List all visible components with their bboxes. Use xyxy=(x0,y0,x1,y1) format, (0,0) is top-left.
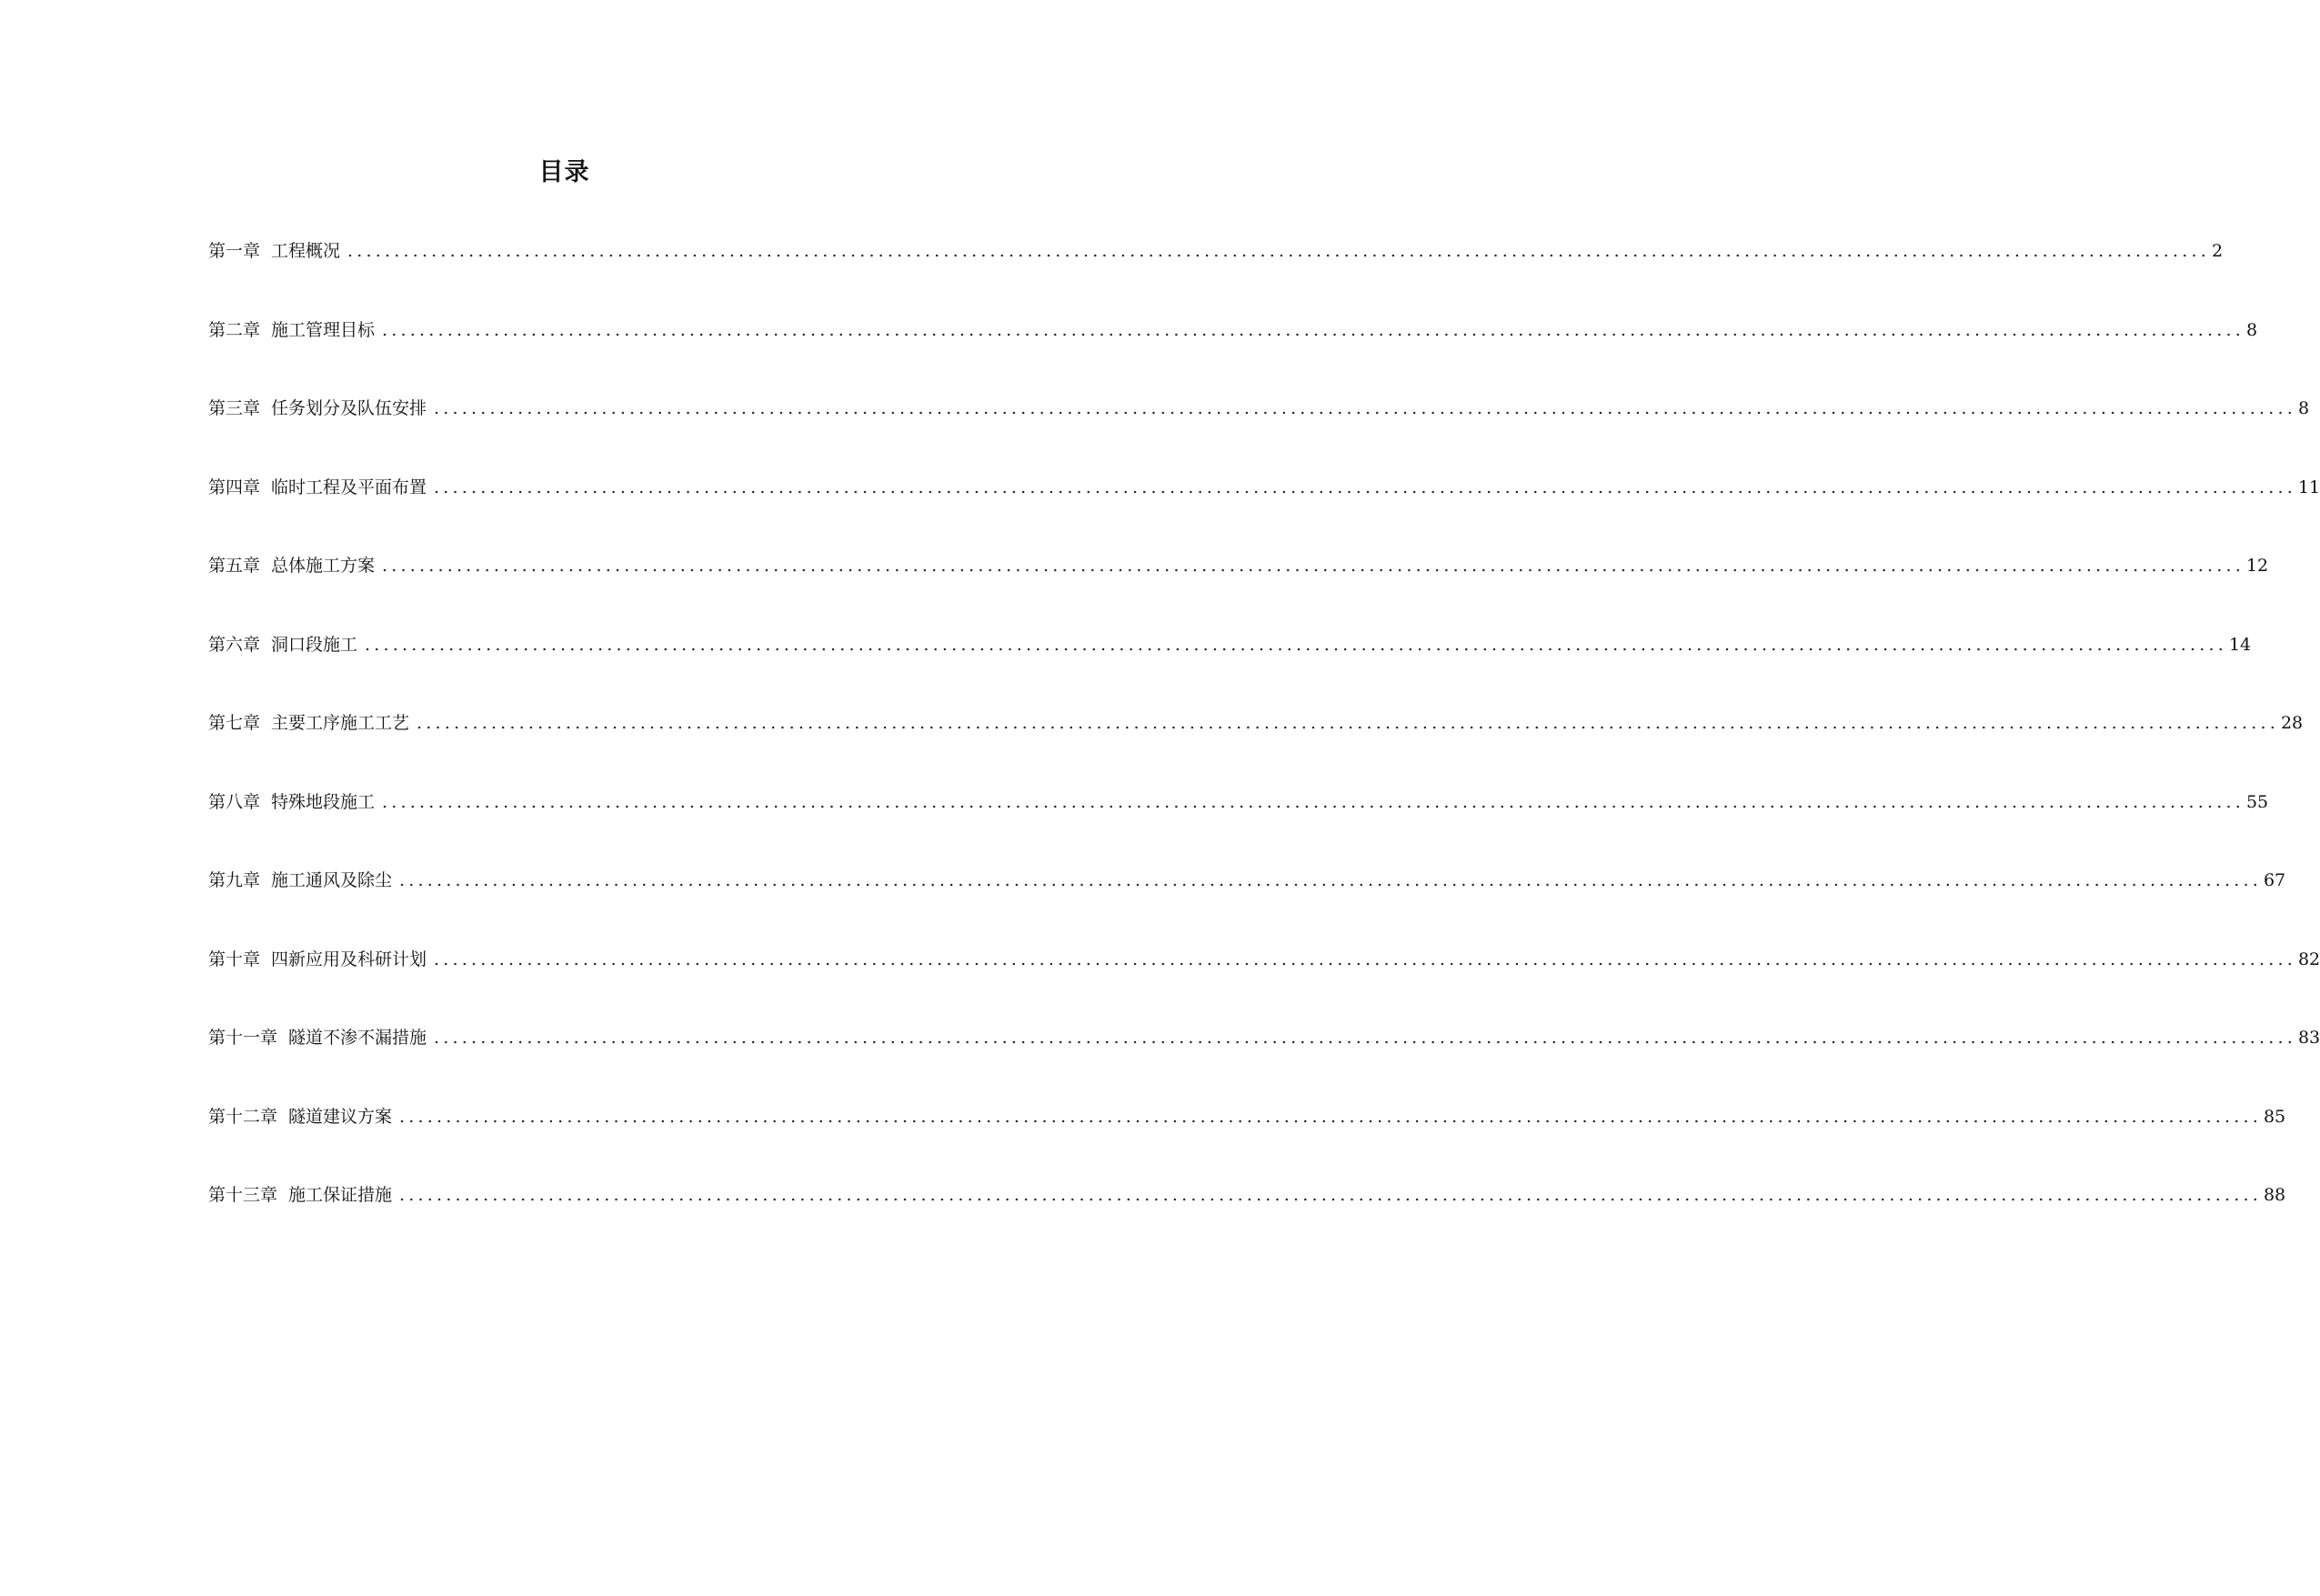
toc-page-number: 88 xyxy=(2263,1185,2286,1205)
toc-chapter-number: 第四章 xyxy=(208,477,261,497)
toc-dot-leader: ........................................................................................................................................................................................................ xyxy=(382,556,2245,576)
toc-dot-leader: ........................................................................................................................................................................................................ xyxy=(399,870,2262,890)
toc-entry[interactable] xyxy=(208,1025,2320,1104)
toc-dot-leader: ........................................................................................................................................................................................................ xyxy=(434,477,2296,497)
toc-entry[interactable] xyxy=(208,789,2269,868)
toc-page-number: 8 xyxy=(2245,319,2258,340)
toc-entry[interactable] xyxy=(208,475,2320,554)
toc-page-number: 28 xyxy=(2280,713,2304,733)
toc-chapter-number: 第十三章 xyxy=(208,1185,278,1205)
toc-chapter-number: 第七章 xyxy=(208,713,261,733)
toc-page-number: 8 xyxy=(2297,398,2310,418)
toc-chapter-heading: 施工管理目标 xyxy=(271,319,376,340)
toc-chapter-heading: 特殊地段施工 xyxy=(271,791,376,812)
toc-page-number: 12 xyxy=(2245,556,2269,576)
toc-chapter-heading: 隧道不渗不漏措施 xyxy=(288,1028,427,1048)
toc-page-number: 67 xyxy=(2263,870,2286,890)
toc-dot-leader: ........................................................................................................................................................................................................ xyxy=(417,713,2279,733)
toc-entry[interactable] xyxy=(208,710,2304,789)
toc-chapter-heading: 四新应用及科研计划 xyxy=(271,949,427,969)
toc-chapter-heading: 任务划分及队伍安排 xyxy=(271,398,427,418)
toc-dot-leader: ........................................................................................................................................................................................................ xyxy=(382,319,2245,340)
toc-chapter-number: 第九章 xyxy=(208,870,261,890)
toc-dot-leader: ........................................................................................................................................................................................................ xyxy=(382,791,2245,812)
toc-page-number: 85 xyxy=(2263,1106,2286,1127)
toc-title: 目录 xyxy=(538,158,590,186)
table-of-contents xyxy=(208,238,2320,1261)
toc-chapter-heading: 施工保证措施 xyxy=(288,1185,393,1205)
toc-chapter-heading: 工程概况 xyxy=(271,241,341,261)
toc-chapter-heading: 隧道建议方案 xyxy=(288,1106,393,1127)
toc-chapter-number: 第八章 xyxy=(208,791,261,812)
toc-chapter-number: 第十一章 xyxy=(208,1028,278,1048)
toc-page-number: 55 xyxy=(2245,791,2269,812)
toc-chapter-number: 第十章 xyxy=(208,949,261,969)
toc-dot-leader: ........................................................................................................................................................................................................ xyxy=(399,1106,2262,1127)
toc-chapter-number: 第二章 xyxy=(208,319,261,340)
toc-entry[interactable] xyxy=(208,632,2252,711)
toc-dot-leader: ........................................................................................................................................................................................................ xyxy=(434,1028,2296,1048)
toc-dot-leader: ........................................................................................................................................................................................................ xyxy=(399,1185,2262,1205)
toc-dot-leader: ........................................................................................................................................................................................................ xyxy=(434,398,2296,418)
toc-entry[interactable] xyxy=(208,1104,2286,1183)
toc-entry[interactable] xyxy=(208,317,2258,396)
toc-dot-leader: ........................................................................................................................................................................................................ xyxy=(347,241,2210,261)
toc-chapter-heading: 施工通风及除尘 xyxy=(271,870,393,890)
toc-page-number: 14 xyxy=(2228,634,2252,655)
toc-entry[interactable] xyxy=(208,1182,2286,1261)
toc-page-number: 82 xyxy=(2297,949,2320,969)
toc-chapter-heading: 临时工程及平面布置 xyxy=(271,477,427,497)
toc-chapter-number: 第五章 xyxy=(208,556,261,576)
toc-dot-leader: ........................................................................................................................................................................................................ xyxy=(365,634,2227,655)
toc-chapter-heading: 主要工序施工工艺 xyxy=(271,713,410,733)
toc-dot-leader: ........................................................................................................................................................................................................ xyxy=(434,949,2296,969)
toc-page-number: 83 xyxy=(2297,1028,2320,1048)
toc-chapter-heading: 洞口段施工 xyxy=(271,634,358,655)
toc-entry[interactable] xyxy=(208,396,2310,475)
toc-entry[interactable] xyxy=(208,238,2224,317)
toc-chapter-number: 第一章 xyxy=(208,241,261,261)
toc-entry[interactable] xyxy=(208,868,2286,947)
toc-chapter-number: 第三章 xyxy=(208,398,261,418)
toc-page-number: 11 xyxy=(2297,477,2320,497)
toc-entry[interactable] xyxy=(208,553,2269,632)
toc-chapter-number: 第十二章 xyxy=(208,1106,278,1127)
toc-entry[interactable] xyxy=(208,947,2320,1026)
toc-page-number: 2 xyxy=(2211,241,2224,261)
toc-chapter-heading: 总体施工方案 xyxy=(271,556,376,576)
toc-chapter-number: 第六章 xyxy=(208,634,261,655)
